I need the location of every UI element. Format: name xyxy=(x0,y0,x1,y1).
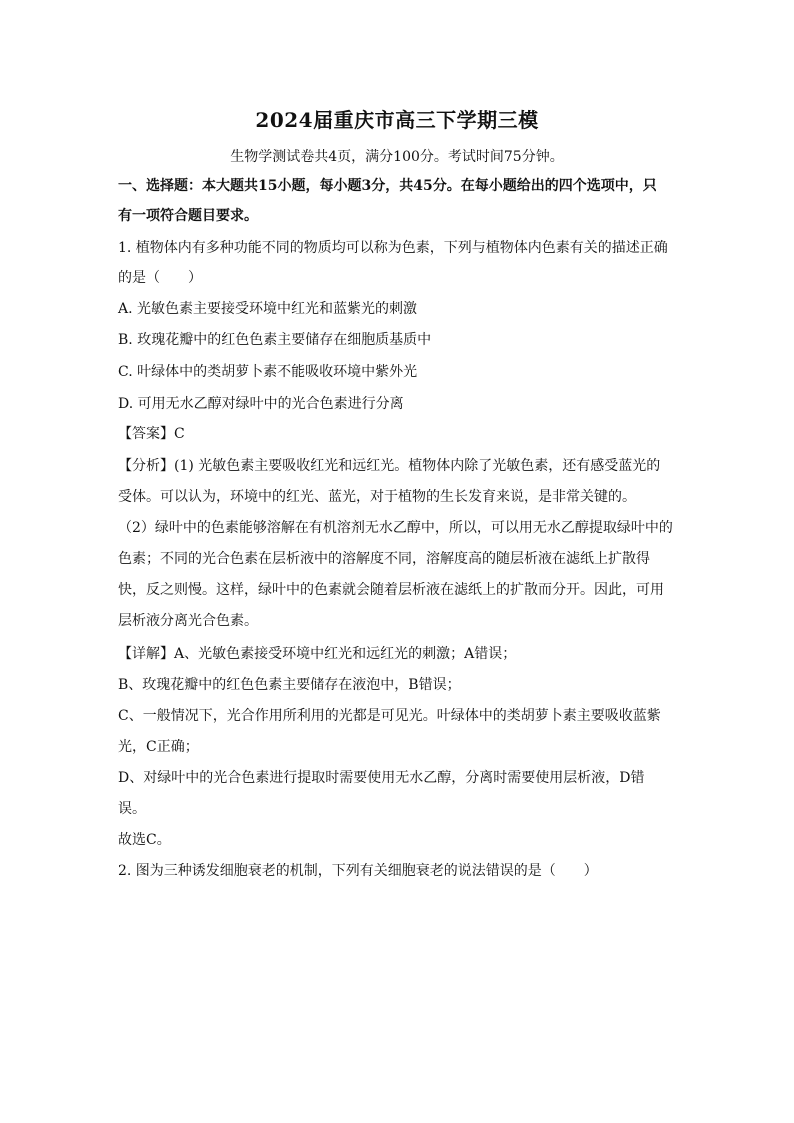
section-heading-line-2: 有一项符合题目要求。 xyxy=(118,208,258,224)
q1-detail-line-4: 光，C正确； xyxy=(118,739,199,755)
q1-analysis-line-6: 层析液分离光合色素。 xyxy=(118,613,258,629)
section-heading-line-1: 一、选择题：本大题共15小题，每小题3分，共45分。在每小题给出的四个选项中，只 xyxy=(118,178,657,194)
q1-detail-line-6: 误。 xyxy=(118,801,146,817)
q1-option-b: B. 玫瑰花瓣中的红色色素主要储存在细胞质基质中 xyxy=(118,332,432,348)
q1-option-d: D. 可用无水乙醇对绿叶中的光合色素进行分离 xyxy=(118,396,404,412)
page-title: 2024届重庆市高三下学期三模 xyxy=(255,108,539,132)
q1-detail-line-1: 【详解】A、光敏色素接受环境中红光和远红光的刺激；A错误； xyxy=(118,646,517,662)
q1-analysis-line-2: 受体。可以认为，环境中的红光、蓝光，对于植物的生长发育来说，是非常关键的。 xyxy=(118,489,636,505)
q1-stem-line-2: 的是（ ） xyxy=(118,270,202,286)
q1-analysis-line-1: 【分析】(1) 光敏色素主要吸收红光和远红光。植物体内除了光敏色素，还有感受蓝光的 xyxy=(118,458,661,474)
q1-detail-line-5: D、对绿叶中的光合色素进行提取时需要使用无水乙醇，分离时需要使用层析液，D错 xyxy=(118,770,645,786)
q1-analysis-line-3: （2）绿叶中的色素能够溶解在有机溶剂无水乙醇中，所以，可以用无水乙醇提取绿叶中的 xyxy=(118,520,673,536)
q1-option-c: C. 叶绿体中的类胡萝卜素不能吸收环境中紫外光 xyxy=(118,364,418,380)
q1-option-a: A. 光敏色素主要接受环境中红光和蓝紫光的刺激 xyxy=(118,301,418,317)
q1-detail-line-2: B、玫瑰花瓣中的红色色素主要储存在液泡中，B错误； xyxy=(118,677,461,693)
q1-analysis-line-5: 快，反之则慢。这样，绿叶中的色素就会随着层析液在滤纸上的扩散而分开。因此，可用 xyxy=(118,582,664,598)
exam-info: 生物学测试卷共4页，满分100分。考试时间75分钟。 xyxy=(230,149,564,165)
q1-answer: 【答案】C xyxy=(118,426,185,442)
q1-conclusion: 故选C。 xyxy=(118,832,171,848)
q1-stem-line-1: 1. 植物体内有多种功能不同的物质均可以称为色素，下列与植物体内色素有关的描述正确 xyxy=(118,240,668,256)
q1-detail-line-3: C、一般情况下，光合作用所利用的光都是可见光。叶绿体中的类胡萝卜素主要吸收蓝紫 xyxy=(118,708,661,724)
q1-analysis-line-4: 色素；不同的光合色素在层析液中的溶解度不同，溶解度高的随层析液在滤纸上扩散得 xyxy=(118,551,650,567)
q2-stem-line-1: 2. 图为三种诱发细胞衰老的机制，下列有关细胞衰老的说法错误的是（ ） xyxy=(118,863,598,879)
